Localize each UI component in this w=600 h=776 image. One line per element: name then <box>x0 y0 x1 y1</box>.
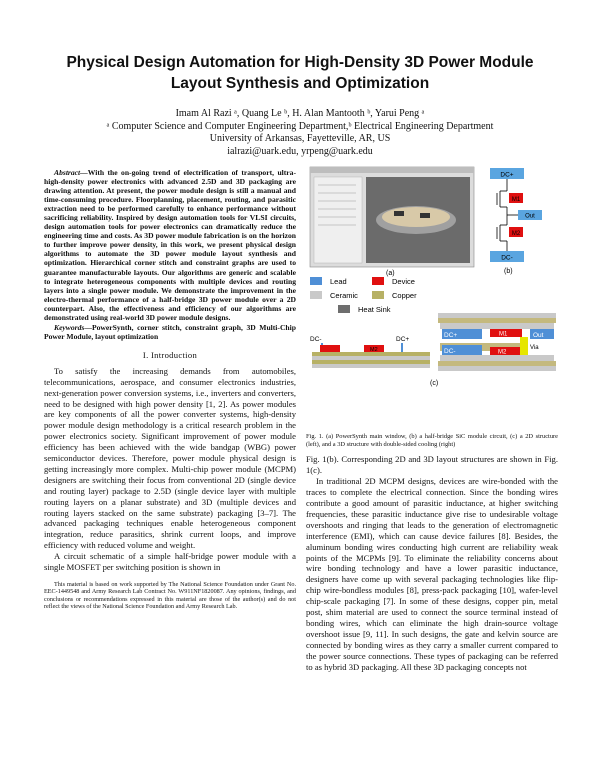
legend <box>310 277 417 314</box>
abstract <box>44 168 296 322</box>
label-b: (b) <box>504 268 513 275</box>
3d-m2: M2 <box>498 349 507 356</box>
powersynth-window <box>310 167 474 267</box>
2d-dc-minus: DC- <box>310 336 322 343</box>
keywords <box>44 323 296 341</box>
legend-lead: Lead <box>330 277 347 286</box>
right-paragraph-1: Fig. 1(b). Corresponding 2D and 3D layout structures are shown in Fig. 1(c). <box>306 454 558 476</box>
intro-paragraph-2: A circuit schematic of a simple half-bridge power module with a single MOSFET per switching position is shown in <box>44 551 296 573</box>
author-block <box>30 108 570 158</box>
schematic-m2: M2 <box>511 231 521 237</box>
abstract-label: Abstract— <box>54 168 88 177</box>
label-a: (a) <box>386 270 395 277</box>
2d-m2: M2 <box>370 347 378 353</box>
author-emails: ialrazi@uark.edu, yrpeng@uark.edu <box>227 145 373 157</box>
schematic-m1: M1 <box>511 197 521 203</box>
author-names: Imam Al Razi ᵃ, Quang Le ᵇ, H. Alan Mantooth ᵇ, Yarui Peng ᵃ <box>175 108 425 119</box>
legend-copper: Copper <box>392 291 417 300</box>
legend-copper-swatch <box>372 291 384 299</box>
legend-heatsink-swatch <box>338 305 350 313</box>
legend-heatsink: Heat Sink <box>358 305 391 314</box>
title-line-1: Physical Design Automation for High-Density 3D Power Module <box>66 54 534 71</box>
left-column <box>44 168 296 611</box>
legend-device-swatch <box>372 277 384 285</box>
keywords-label: Keywords— <box>54 322 92 332</box>
figure-1 <box>308 163 558 403</box>
legend-lead-swatch <box>310 277 322 285</box>
title-line-2: Layout Synthesis and Optimization <box>170 75 430 92</box>
structure-3d <box>438 313 556 371</box>
structure-2d <box>310 336 430 368</box>
keywords-text: PowerSynth, corner stitch, constraint graph, 3D Multi-Chip Power Module, layout optimization <box>44 322 296 341</box>
author-affiliation: ᵃ Computer Science and Computer Engineering Department,ᵇ Electrical Engineering Department <box>106 120 494 132</box>
footnote: This material is based on work supported by The National Science Foundation under Grant No. EEC-1449548 and Army Research Lab Contract No. W911NF1820087. Any opinions, findings, and conclusions or recommendations expressed in this material are those of the author(s) and do not reflect the views of the National Science Foundation and Army Research Lab. <box>44 581 296 611</box>
2d-dc-plus: DC+ <box>396 336 410 343</box>
legend-device: Device <box>392 277 415 286</box>
right-column <box>306 433 558 673</box>
right-paragraph-2: In traditional 2D MCPM designs, devices are wire-bonded with the traces to complete the electrical connection. Since the bonding wires contribute a good amount of parasitic inductance, at higher switching frequencies, these parasitic inductance give rise to undesirable voltage overshoots and ringing that leads to the generation of electromagnetic interference (EMI), which can cause device failures [8]. Besides, the aluminum bonding wires conducting high current are reliability weak points of the MCPMs [9]. To eliminate the reliability concerns about wire bonding technology and have a lower parasitic inductance, designers have come up with several packaging technologies like flip-chip wire-bondless modules [8], press-pack packaging [10], wafer-level chip-scale packaging [7]. In some of these designs, copper pin, metal post, shim material are used to connect the source terminal instead of bonding wires, which can eliminate the high drain-source voltage overshoot issue [9, 11]. In such designs, the gate and kelvin source are connected by bonding wires as they carry a smaller current compared to the power source connections. These types of packaging can be referred to as hybrid 3D packaging. All these 3D packaging concepts not <box>306 476 558 672</box>
figure-caption: Fig. 1. (a) PowerSynth main window, (b) a half-bridge SiC module circuit, (c) a 2D structure (left), and a 3D structure with double-sided cooling (right) <box>306 433 558 448</box>
intro-paragraph-1: To satisfy the increasing demands from automobiles, telecommunications, aerospace, and consumer electronics industries, next-generation power conversion systems, i.e., inverters and converters, need to be designed with high power density [1, 2]. As power modules are key components of all the power converter systems, high-density power module design methodology is a critical research problem in the power electronics society. Significant improvement of power module efficiency has been achieved with the wide bandgap (WBG) power semiconductor devices. Therefore, power module physical design is getting increasingly more complex. Multi-chip power module (MCPM) designers are switching their focus from conventional 2D (single device and routing layer) package to 2.5D (single device layer with multiple routing layers on a planar substrate) and 3D (multiple devices and routing layers stacked on the same substrate) packaging [3–7]. The advanced packaging techniques enable heterogeneous component integration, reduce parasitics, shrink current loops, and improve efficiency with reduced volume and weight. <box>44 365 296 551</box>
schematic-dc-plus: DC+ <box>500 171 514 179</box>
section-heading: I. Introduction <box>142 349 198 360</box>
legend-ceramic: Ceramic <box>330 291 358 300</box>
label-c: (c) <box>430 380 439 387</box>
3d-dc-plus: DC+ <box>444 332 458 339</box>
half-bridge-schematic <box>490 168 542 262</box>
legend-ceramic-swatch <box>310 291 322 299</box>
schematic-out: Out <box>525 213 535 220</box>
schematic-dc-minus: DC- <box>501 254 513 262</box>
author-university: University of Arkansas, Fayetteville, AR, US <box>209 133 391 144</box>
3d-m1: M1 <box>499 331 508 338</box>
3d-dc-minus: DC- <box>444 348 456 355</box>
3d-out: Out <box>533 332 544 339</box>
abstract-text: With the on-going trend of electrification of transport, ultra-high-density power electronics with advanced 2.5D and 3D packaging are drawing attention. At present, the power module design is still a manual and time-consuming procedure. Floorplanning, placement, routing, and parasitic extraction need to be performed carefully to enhance performance without sacrificing reliability. Inspired by design automation tools for VLSI circuits, design automation tools for power electronics can dramatically reduce the engineering time and costs. As 3D power module fabrication is on the horizon to further improve power density, in this work, we present physical design algorithms to automate the 3D power module layout synthesis and optimization. Hierarchical corner stitch and constraint graphs are used to guarantee manufacturable layouts. Our algorithms are generic and scalable to integrate heterogeneous components with multiple devices and routing layers into a single power module. We demonstrate the improvement in the electro-thermal performance of a half-bridge 3D power module over a 2D counterpart. Also, the effectiveness and efficiency of our algorithms are demonstrated using real-world 3D power module designs. <box>44 168 296 322</box>
3d-via: Via <box>530 345 539 351</box>
paper-title <box>30 52 570 94</box>
